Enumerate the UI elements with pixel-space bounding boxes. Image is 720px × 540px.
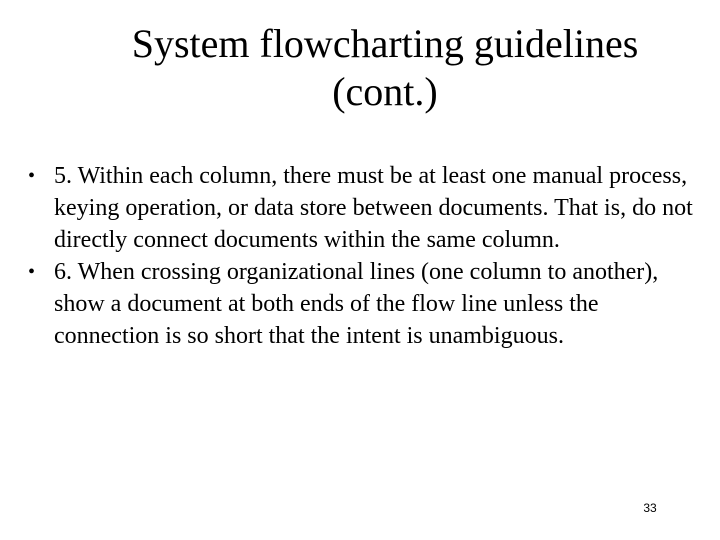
page-number: 33 <box>643 501 657 515</box>
bullet-text: 6. When crossing organizational lines (one column to another), show a document at both ends of the flow line unless the connection is so short that the intent is unambiguous. <box>54 259 659 349</box>
slide-title-line-2: (cont.) <box>332 69 438 114</box>
bullet-list <box>28 160 708 352</box>
bullet-text: 5. Within each column, there must be at least one manual process, keying operation, or data store between documents. That is, do not directly connect documents within the same column. <box>54 163 693 253</box>
bullet-item-5 <box>28 160 708 256</box>
bullet-glyph: • <box>28 165 36 187</box>
bullet-item-6 <box>28 256 708 352</box>
bullet-glyph: • <box>28 261 36 283</box>
slide-title-line-1: System flowcharting guidelines <box>131 21 639 66</box>
slide-title <box>60 20 710 116</box>
